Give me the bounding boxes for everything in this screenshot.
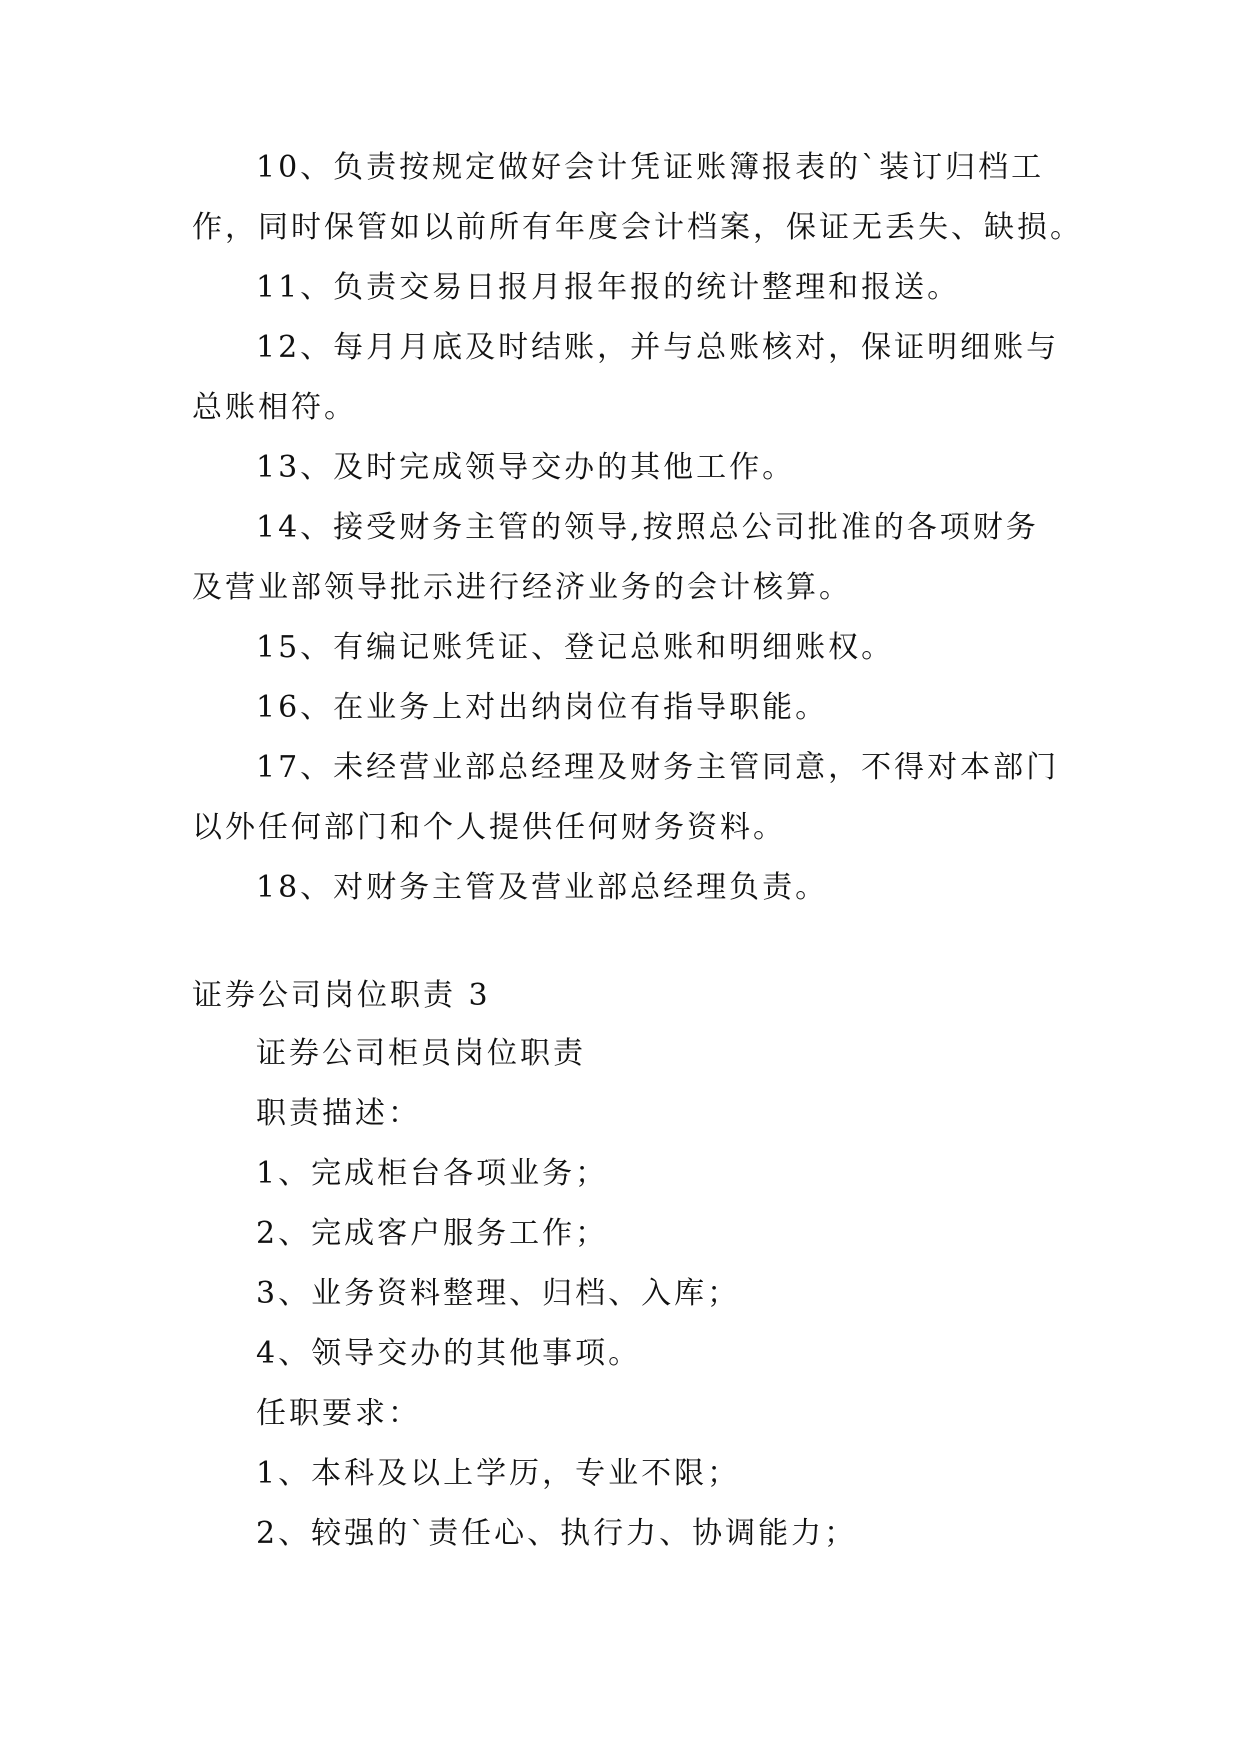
teller-duties-section	[192, 1024, 1062, 1564]
duty-description-item-3: 3、业务资料整理、归档、入库；	[256, 1276, 741, 1311]
requirement-item-2: 2、较强的`责任心、执行力、协调能力；	[256, 1516, 858, 1551]
duty-item-15: 15、有编记账凭证、登记总账和明细账权。	[256, 630, 895, 665]
duty-item-14-line-2: 及营业部领导批示进行经济业务的会计核算。	[192, 570, 852, 605]
requirements-label: 任职要求：	[256, 1396, 421, 1431]
duty-item-13: 13、及时完成领导交办的其他工作。	[256, 450, 796, 485]
section-subtitle: 证券公司柜员岗位职责	[256, 1036, 586, 1071]
duty-list	[192, 138, 1083, 918]
duty-item-17-line-1: 17、未经营业部总经理及财务主管同意，不得对本部门	[256, 750, 1060, 785]
duty-item-17-line-2: 以外任何部门和个人提供任何财务资料。	[192, 810, 786, 845]
duty-description-label: 职责描述：	[256, 1096, 421, 1131]
duty-description-item-1: 1、完成柜台各项业务；	[256, 1156, 609, 1191]
duty-item-10-line-1: 10、负责按规定做好会计凭证账簿报表的`装订归档工	[256, 150, 1045, 185]
section-heading-block	[192, 966, 1062, 1026]
duty-item-11: 11、负责交易日报月报年报的统计整理和报送。	[256, 270, 961, 305]
duty-description-item-2: 2、完成客户服务工作；	[256, 1216, 609, 1251]
duty-item-18: 18、对财务主管及营业部总经理负责。	[256, 870, 829, 905]
duty-item-10-line-2: 作，同时保管如以前所有年度会计档案，保证无丢失、缺损。	[192, 210, 1083, 245]
duty-description-item-4: 4、领导交办的其他事项。	[256, 1336, 642, 1371]
duty-item-12-line-1: 12、每月月底及时结账，并与总账核对，保证明细账与	[256, 330, 1060, 365]
section-heading: 证券公司岗位职责 3	[192, 978, 491, 1013]
duty-item-14-line-1: 14、接受财务主管的领导,按照总公司批准的各项财务	[256, 510, 1039, 545]
duty-item-16: 16、在业务上对出纳岗位有指导职能。	[256, 690, 829, 725]
duty-item-12-line-2: 总账相符。	[192, 390, 357, 425]
requirement-item-1: 1、本科及以上学历，专业不限；	[256, 1456, 741, 1491]
